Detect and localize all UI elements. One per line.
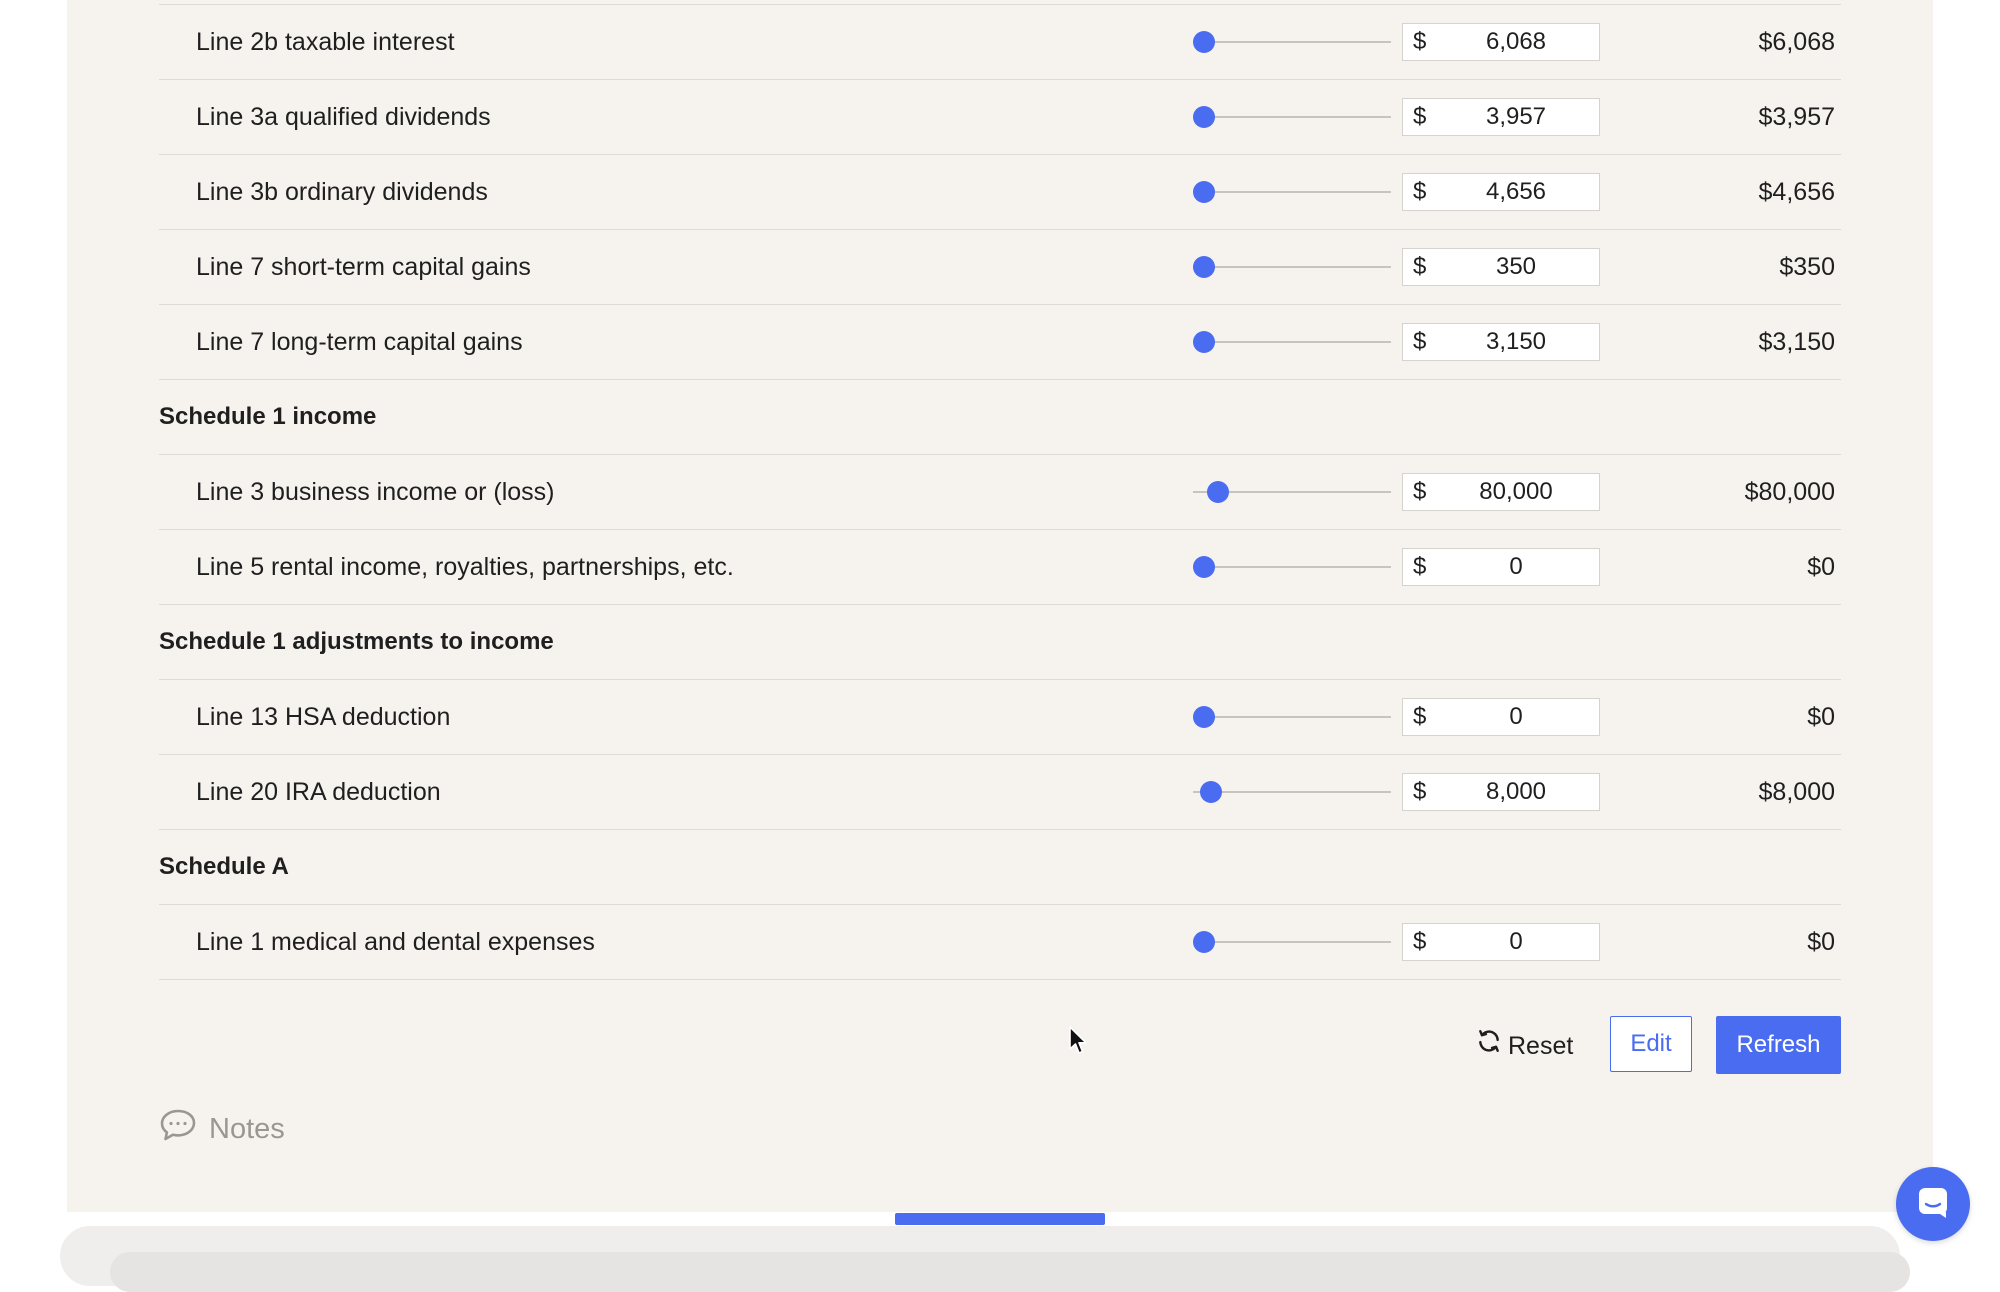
amount-slider[interactable] xyxy=(1193,330,1391,354)
amount-slider[interactable] xyxy=(1193,255,1391,279)
chat-icon xyxy=(1916,1185,1950,1224)
section-header xyxy=(159,380,1841,454)
line-item-row xyxy=(159,455,1841,529)
amount-input[interactable] xyxy=(1402,98,1600,136)
line-item-row xyxy=(159,755,1841,829)
slider-thumb[interactable] xyxy=(1193,31,1215,53)
amount-input[interactable] xyxy=(1402,248,1600,286)
line-item-row xyxy=(159,305,1841,379)
amount-input-value[interactable]: 0 xyxy=(1509,553,1523,580)
amount-slider[interactable] xyxy=(1193,180,1391,204)
refresh-button[interactable]: Refresh xyxy=(1716,1016,1841,1074)
slider-thumb[interactable] xyxy=(1193,931,1215,953)
line-item-label: Line 2b taxable interest xyxy=(196,28,455,56)
section-header xyxy=(159,830,1841,904)
line-item-label: Line 3a qualified dividends xyxy=(196,103,491,131)
amount-input[interactable] xyxy=(1402,23,1600,61)
slider-thumb[interactable] xyxy=(1193,706,1215,728)
line-item-row xyxy=(159,155,1841,229)
computed-amount: $8,000 xyxy=(1758,778,1835,806)
amount-input-value[interactable]: 4,656 xyxy=(1485,178,1547,205)
line-item-label: Line 5 rental income, royalties, partnerships, etc. xyxy=(196,553,734,581)
slider-track xyxy=(1193,791,1391,793)
bottom-shadow-inner xyxy=(110,1252,1910,1292)
section-title: Schedule A xyxy=(159,853,289,880)
line-item-label: Line 13 HSA deduction xyxy=(196,703,451,731)
notes-label: Notes xyxy=(209,1112,285,1145)
amount-input[interactable] xyxy=(1402,923,1600,961)
slider-thumb[interactable] xyxy=(1193,256,1215,278)
amount-slider[interactable] xyxy=(1193,705,1391,729)
line-item-row xyxy=(159,80,1841,154)
divider xyxy=(159,979,1841,980)
line-item-row xyxy=(159,905,1841,979)
line-item-row xyxy=(159,5,1841,79)
line-item-row xyxy=(159,530,1841,604)
computed-amount: $3,150 xyxy=(1758,328,1835,356)
slider-thumb[interactable] xyxy=(1193,181,1215,203)
currency-symbol: $ xyxy=(1413,553,1427,580)
line-item-label: Line 7 short-term capital gains xyxy=(196,253,531,281)
scroll-indicator xyxy=(895,1213,1105,1225)
currency-symbol: $ xyxy=(1413,178,1427,205)
amount-slider[interactable] xyxy=(1193,105,1391,129)
computed-amount: $0 xyxy=(1807,553,1835,581)
slider-thumb[interactable] xyxy=(1193,556,1215,578)
currency-symbol: $ xyxy=(1413,928,1427,955)
line-item-label: Line 3 business income or (loss) xyxy=(196,478,555,506)
notes-toggle[interactable] xyxy=(159,1108,285,1150)
amount-input[interactable] xyxy=(1402,473,1600,511)
slider-track xyxy=(1193,941,1391,943)
slider-track xyxy=(1193,191,1391,193)
amount-input-value[interactable]: 6,068 xyxy=(1485,28,1547,55)
amount-input-value[interactable]: 0 xyxy=(1509,928,1523,955)
amount-slider[interactable] xyxy=(1193,780,1391,804)
currency-symbol: $ xyxy=(1413,28,1427,55)
line-item-row xyxy=(159,230,1841,304)
computed-amount: $0 xyxy=(1807,703,1835,731)
edit-button[interactable]: Edit xyxy=(1610,1016,1692,1072)
slider-track xyxy=(1193,116,1391,118)
amount-input[interactable] xyxy=(1402,773,1600,811)
currency-symbol: $ xyxy=(1413,778,1427,805)
currency-symbol: $ xyxy=(1413,478,1427,505)
amount-input-value[interactable]: 3,957 xyxy=(1485,103,1547,130)
chat-launcher-button[interactable] xyxy=(1896,1167,1970,1241)
amount-input-value[interactable]: 80,000 xyxy=(1479,478,1553,505)
currency-symbol: $ xyxy=(1413,703,1427,730)
amount-input[interactable] xyxy=(1402,323,1600,361)
refresh-icon xyxy=(1476,1018,1502,1074)
slider-track xyxy=(1193,716,1391,718)
computed-amount: $6,068 xyxy=(1758,28,1835,56)
amount-input[interactable] xyxy=(1402,173,1600,211)
computed-amount: $0 xyxy=(1807,928,1835,956)
reset-label: Reset xyxy=(1508,1032,1574,1060)
amount-input-value[interactable]: 3,150 xyxy=(1485,328,1547,355)
slider-track xyxy=(1193,566,1391,568)
amount-input-value[interactable]: 8,000 xyxy=(1485,778,1547,805)
computed-amount: $4,656 xyxy=(1758,178,1835,206)
currency-symbol: $ xyxy=(1413,328,1427,355)
line-item-label: Line 7 long-term capital gains xyxy=(196,328,523,356)
line-item-label: Line 20 IRA deduction xyxy=(196,778,441,806)
currency-symbol: $ xyxy=(1413,253,1427,280)
amount-slider[interactable] xyxy=(1193,480,1391,504)
amount-input-value[interactable]: 350 xyxy=(1495,253,1537,280)
slider-thumb[interactable] xyxy=(1193,106,1215,128)
reset-button[interactable] xyxy=(1476,1018,1573,1074)
computed-amount: $3,957 xyxy=(1758,103,1835,131)
mouse-cursor xyxy=(1068,1025,1088,1057)
amount-input-value[interactable]: 0 xyxy=(1509,703,1523,730)
slider-thumb[interactable] xyxy=(1207,481,1229,503)
section-header xyxy=(159,605,1841,679)
amount-slider[interactable] xyxy=(1193,930,1391,954)
computed-amount: $350 xyxy=(1779,253,1835,281)
line-item-label: Line 1 medical and dental expenses xyxy=(196,928,595,956)
slider-track xyxy=(1193,41,1391,43)
amount-slider[interactable] xyxy=(1193,30,1391,54)
slider-track xyxy=(1193,266,1391,268)
amount-input[interactable] xyxy=(1402,698,1600,736)
line-item-row xyxy=(159,680,1841,754)
computed-amount: $80,000 xyxy=(1744,478,1835,506)
slider-thumb[interactable] xyxy=(1200,781,1222,803)
amount-slider[interactable] xyxy=(1193,555,1391,579)
amount-input[interactable] xyxy=(1402,548,1600,586)
chat-bubble-icon xyxy=(159,1108,197,1150)
section-title: Schedule 1 income xyxy=(159,403,377,430)
currency-symbol: $ xyxy=(1413,103,1427,130)
line-item-label: Line 3b ordinary dividends xyxy=(196,178,488,206)
section-title: Schedule 1 adjustments to income xyxy=(159,628,554,655)
slider-track xyxy=(1193,341,1391,343)
slider-thumb[interactable] xyxy=(1193,331,1215,353)
